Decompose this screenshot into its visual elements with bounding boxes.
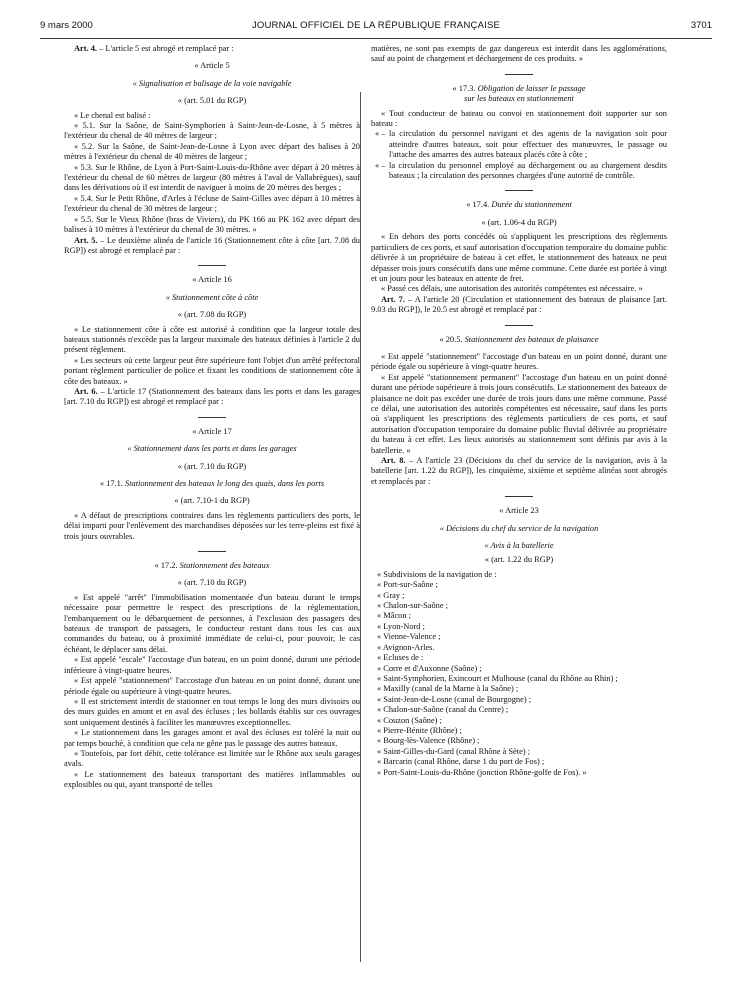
paragraph: « Le chenal est balisé : [74,110,151,120]
list-item: « Saint-Jean-de-Losne (canal de Bourgogne) ; [377,694,532,704]
list-item: « Port-sur-Saône ; [377,580,438,590]
article-23-title: « Article 23 [499,506,539,516]
article-23-ref: « (art. 1.22 du RGP) [484,555,554,565]
section-separator [505,325,533,326]
list-item: « Mâcon ; [377,611,411,621]
paragraph: « Est appelé "escale" l'accostage d'un bateau, en un point donné, durant une période inférieure à vingt-quatre heures. [64,655,360,675]
article-6-para [64,387,360,408]
list-item: « Ecluses de : [377,653,424,663]
list-item: « Barcarin (canal Rhône, darse 1 du port de Fos) ; [377,757,545,767]
section-17-2-number: « 17.2. [154,561,180,571]
dash-marker: « – [375,129,386,139]
section-separator [505,190,533,191]
paragraph: « Est appelé "arrêt" l'immobilisation momentanée d'un bateau durant le temps nécessaire pour permettre le respect des prescriptions de la réglementation, l'embarquement ou le débarquement de personnes, à l'exclusion des passagers des bateaux de transport de passagers, le conducteur restant dans tous les cas aux commandes du bateau, ou à proximité immédiate de celui-ci, pour pouvoir, le cas échéant, le déplacer sans délai. [64,592,360,654]
paragraph-continued: matières, ne sont pas exempts de gaz dangereux est interdit dans les agglomérations, sauf au point de chargement et déchargement de ces produits. » [371,44,667,64]
paragraph: « Est appelé "stationnement permanent" l'accostage d'un bateau en un point donné durant une période supérieure à trois jours consécutifs. Le stationnement des bateaux de plaisance ne doit pas excéder une durée de trois jours dans une même commune. Passé ce délai, une autorisation des autorités compétentes est nécessaire, sauf dans les ports où s'appliquent les prescriptions des règlements particuliers de ces ports, et sauf autorisation d'occupation temporaire du domaine public fluvial délivrée au propriétaire du bateau à cet effet. Les lieux autorisés au stationnement sont définis par avis à la batellerie. » [371,372,667,455]
section-17-2-heading [64,561,360,571]
paragraph: « 5.4. Sur le Petit Rhône, d'Arles à l'écluse de Saint-Gilles avec départ à 10 mètres à l'extérieur du chenal de 30 mètres de largeur ; [64,193,360,214]
section-separator [198,265,226,266]
paragraph: « Les secteurs où cette largeur peut être supérieure font l'objet d'un arrêté préfectoral portant règlement particulier de police et fixant les conditions de stationnement côte à côte des bateaux. » [64,355,360,386]
section-17-4-heading [371,200,667,210]
section-17-1-title: Stationnement des bateaux le long des quais, dans les ports [125,479,325,488]
list-item: « Pierre-Bénite (Rhône) ; [377,725,462,735]
article-6-text: – L'article 17 (Stationnement des bateaux dans les ports et dans les garages [art. 7.10 du RGP]) est abrogé et remplacé par : [64,386,360,407]
article-5-title: « Article 5 [194,61,230,71]
section-17-1-ref: « (art. 7.10-1 du RGP) [174,496,250,506]
article-8-para [371,456,667,487]
article-8-label: Art. 8. [381,456,406,465]
list-item: « Saint-Gilles-du-Gard (canal Rhône à Sète) ; [377,746,531,756]
header-date: 9 mars 2000 [40,20,93,31]
section-20-5-heading [371,335,667,345]
list-item: « Corre et d'Auxonne (Saône) ; [377,663,482,673]
article-17-title: « Article 17 [192,426,232,436]
list-item: « Saint-Symphorien, Exincourt et Mulhouse (canal du Rhône au Rhin) ; [377,673,618,683]
section-17-3-title-line2: sur les bateaux en stationnement [464,94,574,104]
paragraph: « Est appelé "stationnement" l'accostage d'un bateau en un point donné, durant une période égale ou supérieure à vingt-quatre heures. [64,676,360,696]
paragraph: « 5.5. Sur le Vieux Rhône (bras de Viviers), du PK 166 au PK 162 avec départ des balises à 10 mètres à l'extérieur du chenal de 30 mètres. » [64,214,360,235]
article-4-text: – L'article 5 est abrogé et remplacé par : [97,44,234,53]
paragraph: « Passé ces délais, une autorisation des autorités compétentes est nécessaire. » [381,284,643,294]
paragraph: « A défaut de prescriptions contraires dans les règlements particuliers des ports, le délai imparti pour l'enlèvement des marchandises déposées sur les terre-pleins est fixé à trois jours ouvrables. [64,510,360,541]
header-page-number: 3701 [690,20,712,31]
paragraph: « Le stationnement dans les garages amont et aval des écluses est toléré la nuit ou par temps bouché, à condition que cela ne gêne pas le passage des autres bateaux. [64,728,360,748]
article-23-subtitle-2: « Avis à la batellerie [484,541,554,551]
article-5-ref: « (art. 5.01 du RGP) [177,96,247,106]
article-7-text: – A l'article 20 (Circulation et stationnement des bateaux de plaisance [art. 9.03 du RGP]), le 20.5 est abrogé et remplacé par : [371,294,668,315]
list-item: « Couzon (Saône) ; [377,715,442,725]
section-17-4-title: Durée du stationnement [491,200,572,210]
article-23-subtitle: « Décisions du chef du service de la navigation [439,523,599,533]
section-17-2-title: Stationnement des bateaux [179,561,270,571]
dash-marker: « – [375,160,386,170]
list-item: « Port-Saint-Louis-du-Rhône (jonction Rhône-golfe de Fos). » [377,767,587,777]
section-17-4-ref: « (art. 1.06-4 du RGP) [481,217,557,227]
article-17-ref: « (art. 7.10 du RGP) [177,461,247,471]
paragraph: « En dehors des ports concédés où s'appliquent les prescriptions des règlements particuliers de ces ports, et sauf autorisation d'occupation temporaire du domaine public délivrée à un propriétaire de bateau à cet effet, le stationnement des bateaux ne peut dépasser trois jours consécutifs dans une même commune. Cette durée est portée à vingt et un jours pour les bateaux en attente de fret. [371,232,667,283]
article-5-subtitle: « Signalisation et balisage de la voie navigable [132,78,292,88]
paragraph: « Est appelé "stationnement" l'accostage d'un bateau en un point donné, durant une période égale ou supérieure à vingt-quatre heures. [371,351,667,372]
paragraph: « Toutefois, par fort débit, cette tolérance est limitée sur le Rhône aux seuls garages avals. [64,748,360,769]
locations-list [371,570,667,778]
section-17-2-ref: « (art. 7.10 du RGP) [177,578,247,588]
article-5-para [64,236,360,257]
paragraph: « 5.2. Sur la Saône, de Saint-Jean-de-Losne à Lyon avec départ des balises à 20 mètres à l'extérieur du chenal de 40 mètres de largeur ; [64,141,360,162]
section-separator [505,496,533,497]
dash-item-text: la circulation du personnel navigant et des agents de la navigation soit pour atteindre d'autres bateaux, soit pour effectuer des manœuvres, le passage ou l'attache des amarres des autres bateaux placés côte à côte ; [389,129,667,160]
article-4-para [64,44,360,54]
section-17-3-title-line1: Obligation de laisser le passage [477,83,586,93]
paragraph: « Il est strictement interdit de stationner en tout temps le long des murs divisoirs ou des murs guides en amont et en aval des écluses ; les bollards établis sur ces ouvrages sont uniquement destinés à faciliter les manœuvres exceptionnelles. [64,696,360,727]
article-7-para [371,295,667,316]
header-rule [40,38,712,39]
dash-item-text: la circulation du personnel employé au déchargement ou au chargement desdits bateaux ; la circulation des personnes chargées d'une autorité de contrôle. [389,160,667,181]
paragraph: « Tout conducteur de bateau ou convoi en stationnement doit supporter sur son bateau : [371,108,667,129]
list-item: « Maxilly (canal de la Marne à la Saône) ; [377,684,519,694]
article-16-subtitle: « Stationnement côte à côte [165,292,259,302]
section-17-3-heading [371,84,667,94]
right-column [371,44,667,778]
section-20-5-number: « 20.5. [439,334,465,344]
list-item: « Avignon-Arles. [377,642,435,652]
article-16-title: « Article 16 [192,275,232,285]
list-item: « Gray ; [377,590,405,600]
list-item: « Chalon-sur-Saône ; [377,601,449,611]
left-column [64,44,360,791]
article-16-ref: « (art. 7.08 du RGP) [177,310,247,320]
section-17-1-heading [64,479,360,489]
article-7-label: Art. 7. [381,294,405,304]
paragraph: « 5.3. Sur le Rhône, de Lyon à Port-Saint-Louis-du-Rhône avec départ à 20 mètres à l'extérieur du chenal de 60 mètres de largeur (80 mètres à l'aval de Vallabrègues), sauf dans les dérivations où il est interdit de naviguer à moins de 20 mètres des berges ; [64,162,360,193]
paragraph: « Le stationnement côte à côte est autorisé à condition que la largeur totale des bateaux stationnés n'excède pas la largeur maximale des bateaux définies à l'article 2 du présent règlement. [64,324,360,355]
article-8-text: – A l'article 23 (Décisions du chef du service de la navigation, avis à la batellerie [art. 1.22 du RGP]), les cinquième, sixième et septième alinéas sont abrogés et remplacés par : [371,456,667,486]
article-17-subtitle: « Stationnement dans les ports et dans les garages [127,444,297,454]
section-17-3-number: « 17.3. [452,83,478,93]
paragraph: « Le stationnement des bateaux transportant des matières inflammables ou explosibles ou qui, ayant transporté de telles [64,769,360,790]
section-separator [505,74,533,75]
dash-item [371,161,667,182]
page-header [40,20,712,36]
header-journal-title: JOURNAL OFFICIEL DE LA RÉPUBLIQUE FRANÇAISE [251,20,501,31]
list-item: « Chalon-sur-Saône (canal du Centre) ; [377,705,509,715]
column-divider [360,92,361,962]
list-item: « Bourg-lès-Valence (Rhône) ; [377,736,480,746]
paragraph: « 5.1. Sur la Saône, de Saint-Symphorien à Saint-Jean-de-Losne, à 5 mètres à l'extérieur du chenal de 40 mètres de largeur ; [64,121,360,141]
section-17-1-number: « 17.1. [99,479,125,488]
section-17-4-number: « 17.4. [466,200,492,210]
section-20-5-title: Stationnement des bateaux de plaisance [464,334,599,344]
article-4-label: Art. 4. [74,44,98,53]
dash-item [371,129,667,160]
article-5-label: Art. 5. [74,235,98,245]
article-6-label: Art. 6. [74,386,98,396]
section-separator [198,417,226,418]
article-5-text: – Le deuxième alinéa de l'article 16 (Stationnement côte à côte [art. 7.08 du RGP]) est abrogé et remplacé par : [64,235,360,255]
list-item: « Subdivisions de la navigation de : [377,569,497,579]
list-item: « Vienne-Valence ; [377,632,441,642]
section-separator [198,551,226,552]
list-item: « Lyon-Nord ; [377,621,425,631]
